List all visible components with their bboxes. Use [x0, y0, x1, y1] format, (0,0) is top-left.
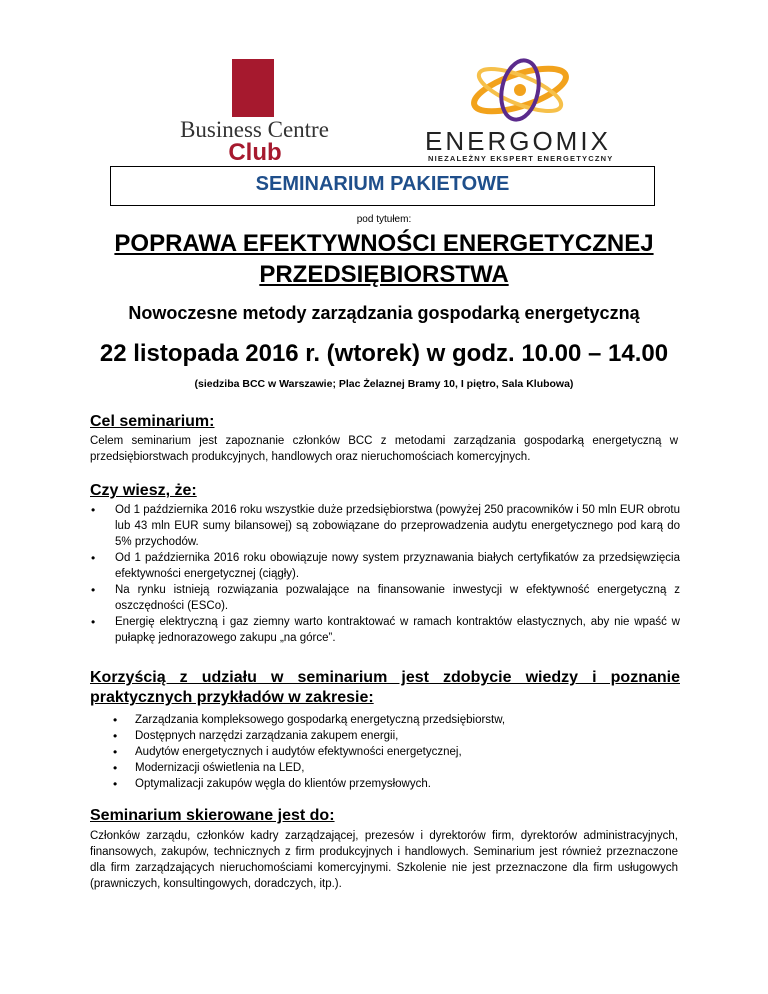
goal-heading: Cel seminarium:: [90, 413, 215, 430]
audience-heading: Seminarium skierowane jest do:: [90, 807, 335, 824]
under-title-label: pod tytułem:: [356, 214, 412, 225]
audience-text: Członków zarządu, członków kadry zarządzającej, prezesów i dyrektorów firm, dyrektorów administracyjnych, finansowych, zakupów, technicznych z firm produkcyjnych i handlowych. Seminarium jest również przeznaczone dla firm zarządzających nieruchomościami komercyjnymi. Szkolenie nie jest przeznaczone dla firm usługowych (prawniczych, konsultingowych, doradczych, itp.).: [90, 830, 678, 890]
bcc-logo: [150, 59, 355, 164]
seminar-type-title: SEMINARIUM PAKIETOWE: [255, 173, 510, 195]
main-title-line-1: POPRAWA EFEKTYWNOŚCI ENERGETYCZNEJ: [114, 230, 654, 257]
facts-list: [90, 502, 680, 646]
list-item: • Od 1 października 2016 roku obowiązuje nowy system przyznawania białych certyfikatów za przedsięwzięcia efektywności energetycznej (ciągły).: [90, 550, 680, 582]
main-title-line-2: PRZEDSIĘBIORSTWA: [259, 261, 509, 288]
bcc-logo-square: [232, 59, 274, 117]
energomix-atom-icon: [465, 54, 575, 126]
energomix-tagline: NIEZALEŻNY EKSPERT ENERGETYCZNY: [428, 154, 614, 163]
list-item: • Modernizacji oświetlenia na LED,: [112, 760, 680, 776]
list-item: • Zarządzania kompleksowego gospodarką energetyczną przedsiębiorstw,: [112, 712, 680, 728]
benefits-list: [112, 712, 680, 792]
energomix-logo: [420, 54, 620, 166]
bcc-logo-club: Club: [228, 139, 282, 166]
logos-row: [0, 54, 768, 166]
facts-heading: Czy wiesz, że:: [90, 482, 197, 499]
list-item: • Od 1 października 2016 roku wszystkie duże przedsiębiorstwa (powyżej 250 pracowników i 50 mln EUR obrotu lub 43 mln EUR sumy bilansowej) są zobowiązane do przeprowadzenia audytu energetycznego pod karą do 5% przychodów.: [90, 502, 680, 550]
list-item: • Optymalizacji zakupów węgla do klientów przemysłowych.: [112, 776, 680, 792]
seminar-type-box: [110, 166, 655, 206]
main-title: [0, 228, 768, 290]
energomix-name: ENERGOMIX: [425, 126, 611, 156]
goal-text: Celem seminarium jest zapoznanie członków BCC z metodami zarządzania gospodarką energetyczną w przedsiębiorstwach produkcyjnych, handlowych oraz nieruchomościach komercyjnych.: [90, 435, 678, 463]
bcc-logo-name: Business Centre: [180, 117, 329, 142]
list-item: • Energię elektryczną i gaz ziemny warto kontraktować w ramach kontraktów elastycznych, aby nie wpaść w pułapkę jednorazowego zakupu „na górce”.: [90, 614, 680, 646]
list-item: • Audytów energetycznych i audytów efektywności energetycznej,: [112, 744, 680, 760]
venue-line: (siedziba BCC w Warszawie; Plac Żelaznej Bramy 10, I piętro, Sala Klubowa): [194, 378, 574, 390]
subheading: Nowoczesne metody zarządzania gospodarką energetyczną: [128, 303, 640, 323]
list-item: • Dostępnych narzędzi zarządzania zakupem energii,: [112, 728, 680, 744]
benefits-heading: Korzyścią z udziału w seminarium jest zdobycie wiedzy i poznanie praktycznych przykładów w zakresie:: [90, 669, 680, 706]
list-item: • Na rynku istnieją rozwiązania pozwalające na finansowanie inwestycji w efektywność energetyczną z oszczędności (ESCo).: [90, 582, 680, 614]
date-line: 22 listopada 2016 r. (wtorek) w godz. 10.00 – 14.00: [99, 340, 669, 367]
